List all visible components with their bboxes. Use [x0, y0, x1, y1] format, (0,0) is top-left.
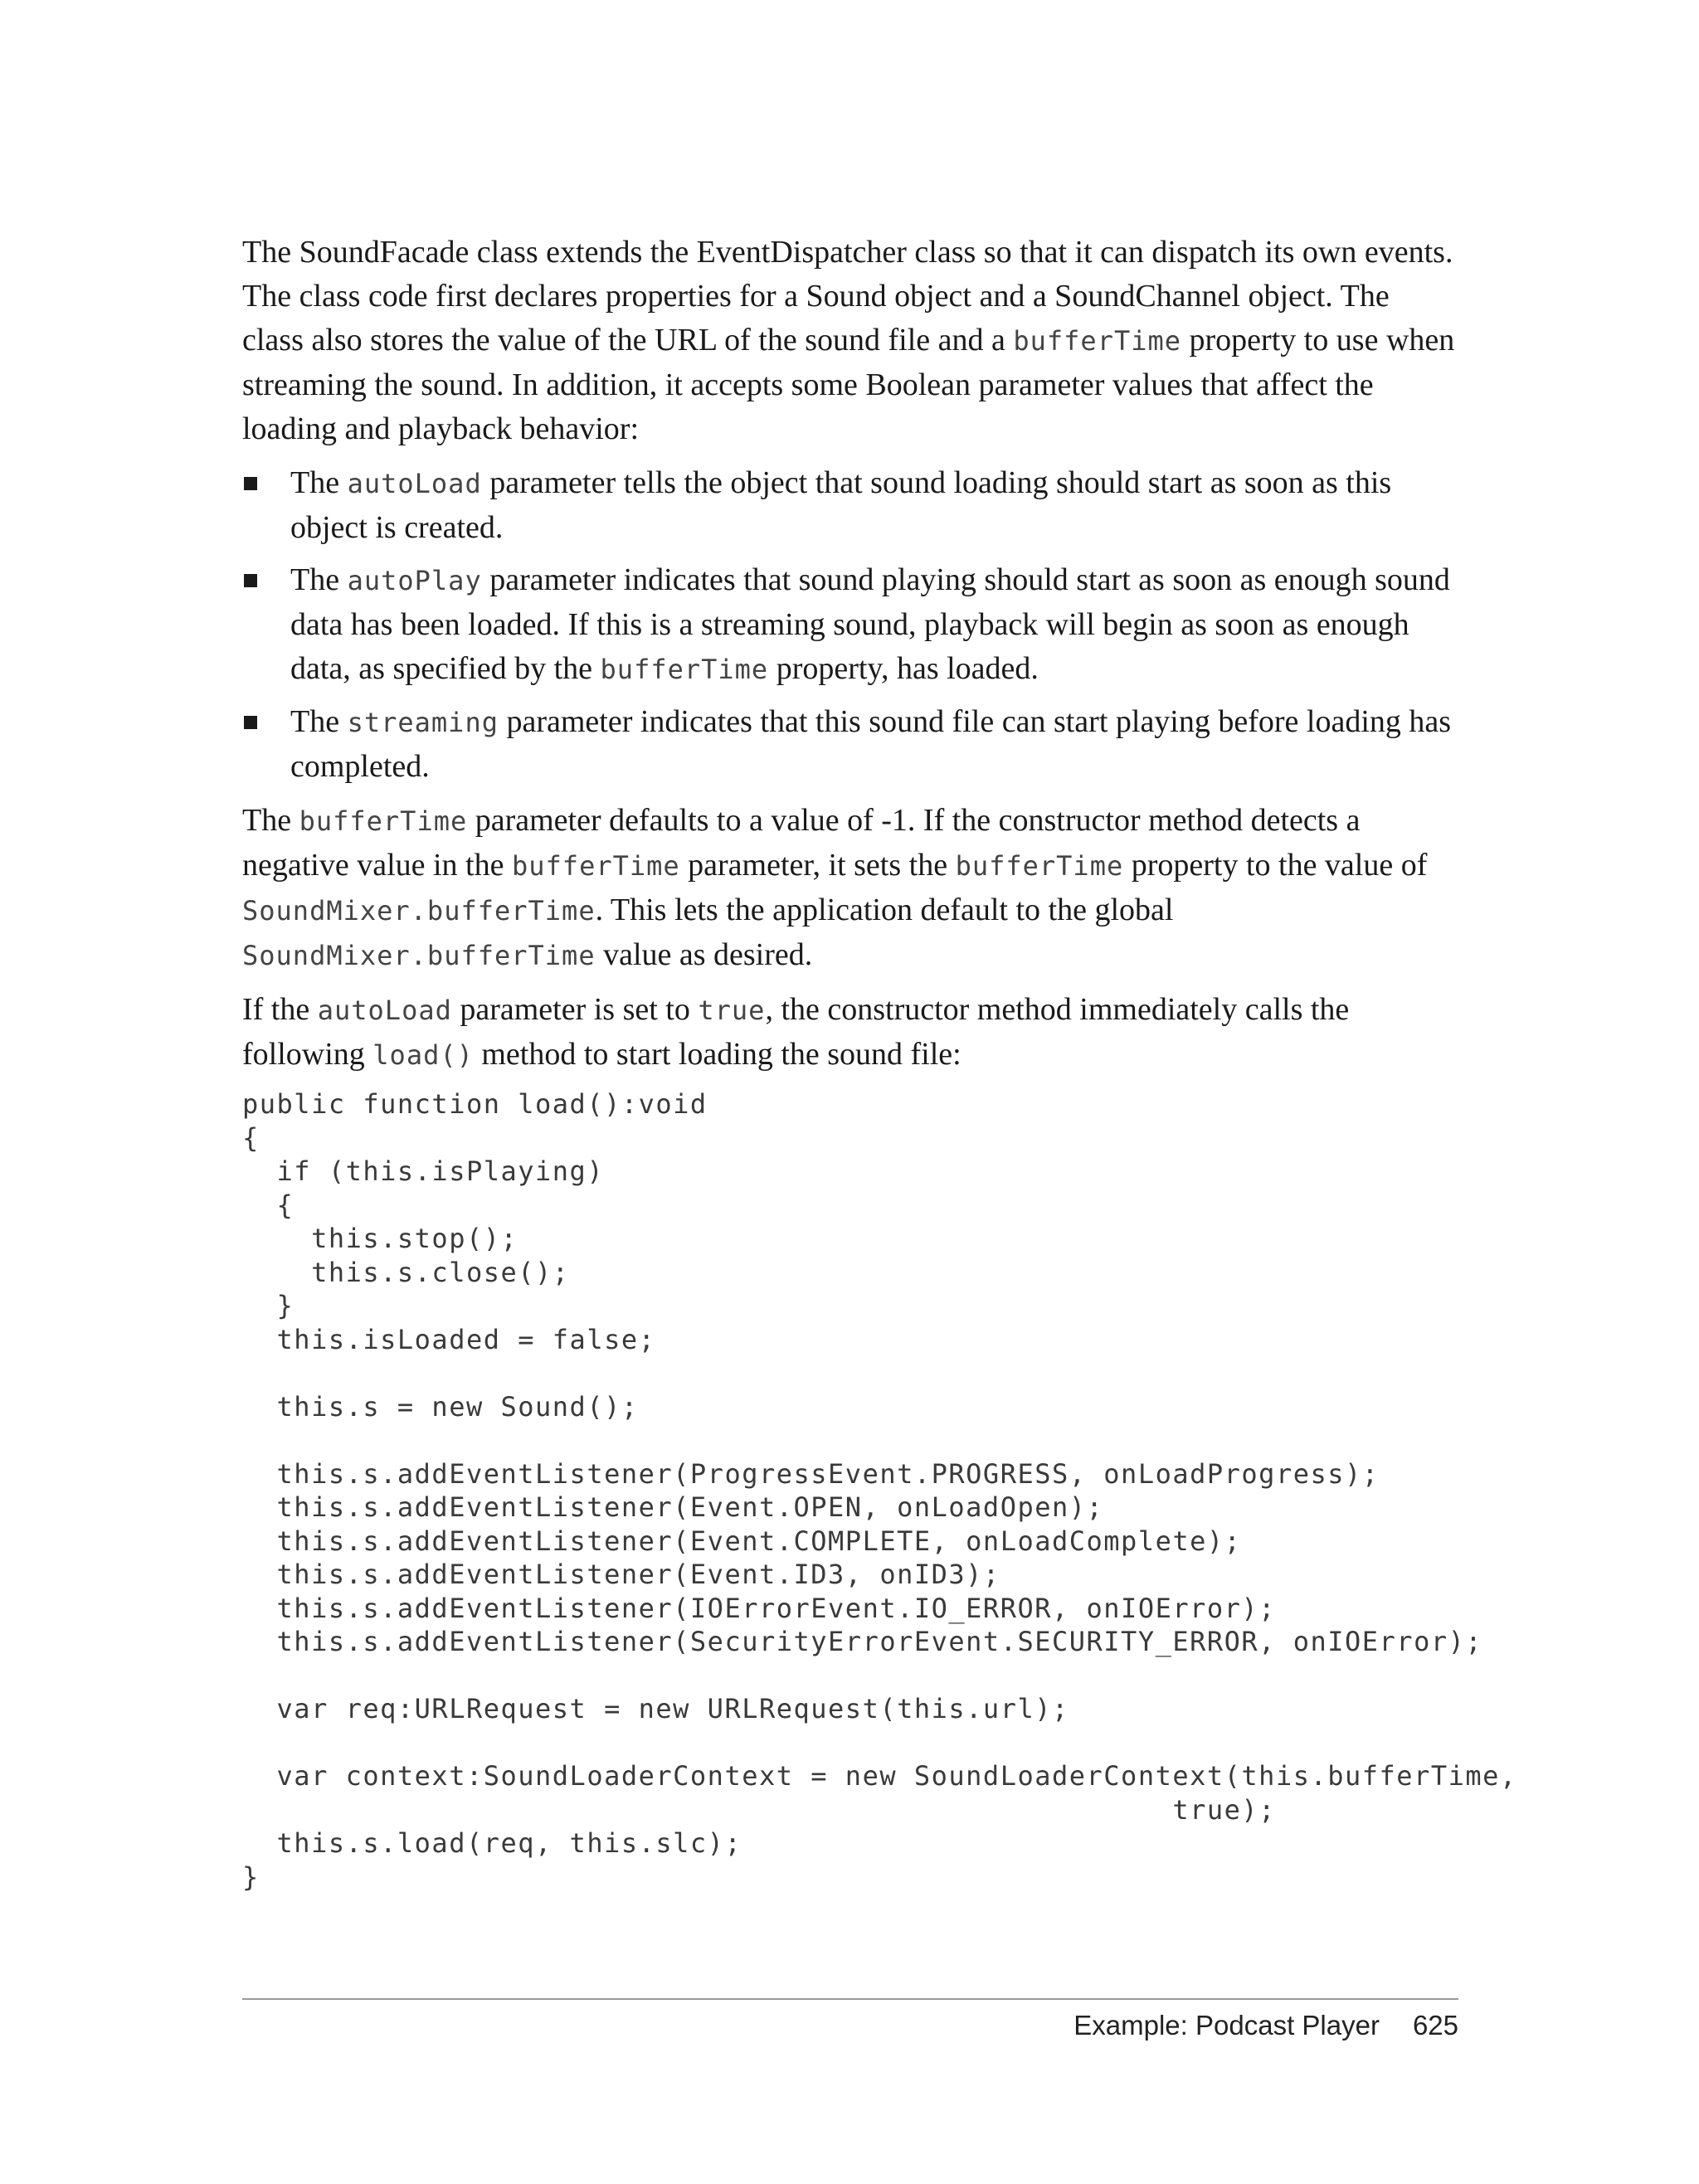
- running-footer-title: Example: Podcast Player: [1073, 2010, 1380, 2041]
- para-text: parameter defaults to a value of -1. If the constructor method detects a negative value in the: [242, 803, 1361, 883]
- parameter-list: [242, 461, 1458, 789]
- para-text: property to the value of: [1123, 848, 1428, 883]
- bullet-text: The: [290, 562, 348, 597]
- inline-code: bufferTime: [600, 654, 769, 685]
- footer-divider: [242, 1998, 1458, 2000]
- inline-code: bufferTime: [512, 850, 680, 882]
- bullet-text: The: [290, 465, 348, 500]
- list-item: [242, 700, 1458, 789]
- square-bullet-icon: [244, 477, 257, 490]
- square-bullet-icon: [244, 716, 257, 729]
- para-text: , the constructor method immediately calls the following: [242, 992, 1350, 1072]
- inline-code: SoundMixer.bufferTime: [242, 895, 596, 927]
- para-text: . This lets the application default to the global: [595, 893, 1174, 927]
- list-item: [242, 461, 1458, 550]
- autoload-paragraph: [242, 988, 1458, 1077]
- code-listing: public function load():void { if (this.isPlaying) { this.stop(); this.s.close(); } this.isLoaded = false; this.s = new Sound(); this.s.addEventListener(ProgressEvent.PROGRESS, onLoadProgress); this.s.addEventListener(Event.OPEN, onLoadOpen); this.s.addEventListener(Event.COMPLETE, onLoadComplete); this.s.addEventListener(Event.ID3, onID3); this.s.addEventListener(IOErrorEvent.IO_ERROR, onIOError); this.s.addEventListener(SecurityErrorEvent.SECURITY_ERROR, onIOError); var req:URLRequest = new URLRequest(this.url); var context:SoundLoaderContext = new SoundLoaderContext(this.bufferTime, true); this.s.load(req, this.slc); }: [242, 1088, 1517, 1893]
- inline-code: autoLoad: [317, 995, 452, 1026]
- para-text: parameter is set to: [451, 992, 699, 1027]
- square-bullet-icon: [244, 574, 257, 587]
- list-item: [242, 558, 1458, 692]
- inline-code: bufferTime: [299, 805, 468, 837]
- para-text: If the: [242, 992, 318, 1027]
- bullet-text: parameter indicates that this sound file can start playing before loading has completed.: [290, 704, 1452, 784]
- inline-code: streaming: [347, 707, 499, 738]
- page-number: 625: [1412, 2010, 1458, 2041]
- inline-code: bufferTime: [1013, 325, 1182, 357]
- inline-code: bufferTime: [955, 850, 1124, 882]
- intro-text-1: The SoundFacade class extends the EventDispatcher class so that it can dispatch its own events. The class code first declares properties for a Sound object and a SoundChannel object. The class also stores the value of the URL of the sound file and a: [242, 235, 1453, 358]
- page-footer: [1073, 2010, 1458, 2041]
- inline-code: load(): [372, 1039, 474, 1071]
- inline-code: SoundMixer.bufferTime: [242, 940, 596, 971]
- page-content: [242, 231, 1517, 1894]
- para-text: The: [242, 803, 299, 838]
- para-text: parameter, it sets the: [679, 848, 956, 883]
- para-text: value as desired.: [595, 937, 813, 972]
- bullet-text: The: [290, 704, 348, 739]
- bullet-text: property, has loaded.: [768, 651, 1039, 686]
- intro-text-2: property to use when streaming the sound. In addition, it accepts some Boolean parameter values that affect the loading and playback behavior:: [242, 323, 1455, 446]
- bullet-text: parameter indicates that sound playing should start as soon as enough sound data has been loaded. If this is a streaming sound, playback will begin as soon as enough data, as specified by the: [290, 562, 1450, 686]
- buffertime-paragraph: [242, 799, 1458, 978]
- bullet-text: parameter tells the object that sound loading should start as soon as this object is created.: [290, 465, 1392, 545]
- inline-code: autoLoad: [347, 468, 482, 499]
- para-text: method to start loading the sound file:: [473, 1037, 961, 1072]
- intro-paragraph: [242, 231, 1458, 451]
- inline-code: autoPlay: [347, 565, 482, 596]
- inline-code: true: [698, 995, 766, 1026]
